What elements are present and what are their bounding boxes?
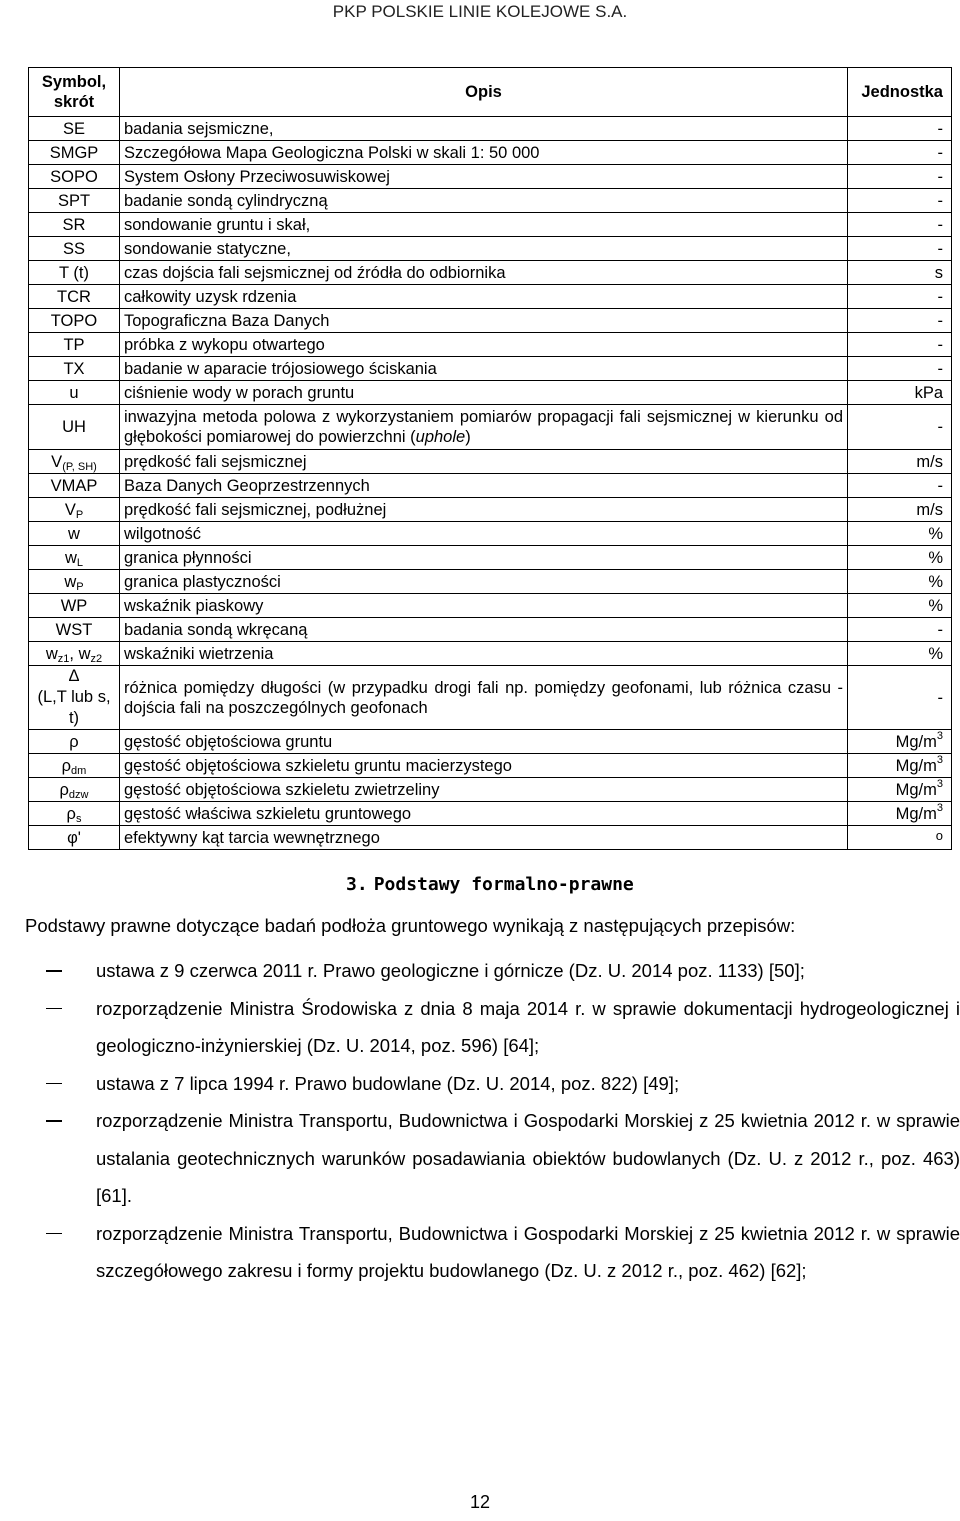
description-text: Baza Danych Geoprzestrzennych	[124, 476, 370, 495]
row-description	[120, 730, 848, 754]
row-description	[120, 594, 848, 618]
description-emphasis: uphole	[415, 428, 466, 446]
table-row	[29, 802, 952, 826]
unit-text: -	[937, 335, 943, 354]
table-row	[29, 117, 952, 141]
symbol-subscript: z1	[57, 652, 70, 665]
row-symbol	[29, 570, 120, 594]
reference-item	[46, 952, 960, 990]
unit-text: -	[937, 359, 943, 378]
row-symbol	[29, 309, 120, 333]
unit-text: o	[935, 828, 943, 843]
symbol-text: ρ	[66, 804, 76, 823]
table-row	[29, 618, 952, 642]
unit-text: -	[937, 311, 943, 330]
unit-superscript: 3	[936, 801, 943, 814]
abbreviations-table	[28, 67, 952, 850]
row-symbol	[29, 730, 120, 754]
references-list	[46, 952, 960, 1290]
unit-text: %	[928, 548, 943, 567]
row-symbol	[29, 826, 120, 850]
unit-superscript: 3	[936, 753, 943, 766]
row-description	[120, 778, 848, 802]
unit-text: %	[928, 644, 943, 663]
unit-text: m/s	[916, 452, 943, 471]
description-text: efektywny kąt tarcia wewnętrznego	[124, 828, 380, 847]
row-symbol	[29, 802, 120, 826]
symbol-text: V	[64, 500, 76, 519]
row-unit	[848, 117, 952, 141]
symbol-subscript: (P, SH)	[62, 460, 97, 473]
symbol-text: V	[51, 452, 63, 471]
row-description	[120, 261, 848, 285]
description-text: )	[465, 428, 471, 446]
row-unit	[848, 570, 952, 594]
row-unit	[848, 546, 952, 570]
header-unit: Jednostka	[848, 68, 952, 117]
row-description	[120, 117, 848, 141]
row-symbol	[29, 285, 120, 309]
row-unit	[848, 261, 952, 285]
reference-text: ustawa z 9 czerwca 2011 r. Prawo geologiczne i górnicze (Dz. U. 2014 poz. 1133) [50];	[96, 960, 805, 981]
symbol-text: ρ	[59, 780, 69, 799]
row-unit	[848, 450, 952, 474]
unit-text: Mg/m	[895, 732, 937, 751]
table-row	[29, 285, 952, 309]
row-unit	[848, 802, 952, 826]
description-text: granica płynności	[124, 548, 252, 567]
reference-item	[46, 1102, 960, 1215]
description-text: prędkość fali sejsmicznej	[124, 452, 307, 471]
table-row	[29, 522, 952, 546]
reference-text: rozporządzenie Ministra Transportu, Budownictwa i Gospodarki Morskiej z 25 kwietnia 2012 r. w sprawie szczegółowego zakresu i formy projektu budowlanego (Dz. U. z 2012 r., poz. 462) [62];	[96, 1222, 960, 1281]
table-row	[29, 405, 952, 450]
unit-text: -	[937, 119, 943, 138]
symbol-text: , w	[69, 644, 91, 663]
description-text: badanie w aparacie trójosiowego ściskania	[124, 359, 437, 378]
row-description	[120, 450, 848, 474]
dash-icon	[46, 970, 62, 972]
table-row	[29, 570, 952, 594]
row-symbol	[29, 357, 120, 381]
row-unit	[848, 189, 952, 213]
table-row	[29, 730, 952, 754]
row-symbol	[29, 405, 120, 450]
dash-icon	[46, 1233, 62, 1235]
description-text: sondowanie gruntu i skał,	[124, 215, 311, 234]
description-text: System Osłony Przeciwosuwiskowej	[124, 167, 390, 186]
row-unit	[848, 474, 952, 498]
row-symbol	[29, 237, 120, 261]
reference-text: ustawa z 7 lipca 1994 r. Prawo budowlane (Dz. U. 2014, poz. 822) [49];	[96, 1072, 680, 1094]
description-text: badania sejsmiczne,	[124, 119, 274, 138]
unit-text: %	[928, 596, 943, 615]
symbol-text: w	[68, 524, 80, 543]
symbol-text: WP	[60, 596, 88, 615]
symbol-subscript: dzw	[68, 788, 89, 801]
symbol-line: (L,T lub s,	[37, 688, 111, 706]
table-header-row	[29, 68, 952, 117]
row-unit	[848, 141, 952, 165]
section-heading	[346, 874, 634, 895]
reference-item	[46, 1065, 960, 1103]
description-text: gęstość właściwa szkieletu gruntowego	[124, 804, 412, 823]
table-body	[29, 117, 952, 850]
row-symbol	[29, 618, 120, 642]
table-row	[29, 546, 952, 570]
description-text: granica plastyczności	[124, 572, 281, 591]
symbol-text: T (t)	[59, 263, 89, 282]
row-symbol	[29, 754, 120, 778]
row-unit	[848, 285, 952, 309]
row-unit	[848, 618, 952, 642]
row-symbol	[29, 594, 120, 618]
table-row	[29, 309, 952, 333]
section-number: 3.	[346, 874, 368, 895]
symbol-text: TX	[63, 359, 85, 378]
description-text: gęstość objętościowa gruntu	[124, 732, 333, 751]
header-description: Opis	[120, 68, 848, 117]
intro-paragraph: Podstawy prawne dotyczące badań podłoża gruntowego wynikają z następujących przepisów:	[25, 915, 796, 936]
dash-icon	[46, 1083, 62, 1085]
description-text: gęstość objętościowa szkieletu gruntu macierzystego	[124, 756, 512, 775]
row-unit	[848, 309, 952, 333]
unit-text: -	[937, 215, 943, 234]
row-unit	[848, 498, 952, 522]
description-text: wskaźnik piaskowy	[124, 596, 264, 615]
symbol-text: TCR	[57, 287, 91, 306]
row-description	[120, 309, 848, 333]
section-title: Podstawy formalno-prawne	[373, 874, 634, 895]
row-unit	[848, 237, 952, 261]
row-unit	[848, 642, 952, 666]
description-text: badania sondą wkręcaną	[124, 620, 308, 639]
table-row	[29, 778, 952, 802]
unit-text: -	[937, 167, 943, 186]
description-text: sondowanie statyczne,	[124, 239, 291, 258]
row-unit	[848, 165, 952, 189]
row-symbol	[29, 666, 120, 730]
row-description	[120, 213, 848, 237]
symbol-line: t)	[68, 709, 80, 727]
table-row	[29, 213, 952, 237]
table-row	[29, 165, 952, 189]
unit-superscript: 3	[936, 729, 943, 742]
unit-text: %	[928, 572, 943, 591]
page-number: 12	[469, 1492, 491, 1512]
unit-superscript: 3	[936, 777, 943, 790]
symbol-text: VMAP	[50, 476, 98, 495]
unit-text: -	[937, 688, 943, 707]
unit-text: Mg/m	[895, 756, 937, 775]
description-text: prędkość fali sejsmicznej, podłużnej	[124, 500, 387, 519]
row-description	[120, 141, 848, 165]
row-symbol	[29, 213, 120, 237]
row-symbol	[29, 642, 120, 666]
symbol-text: ρ	[69, 732, 79, 751]
table-row	[29, 189, 952, 213]
row-description	[120, 165, 848, 189]
description-text: różnica pomiędzy długości (w przypadku drogi fali np. pomiędzy geofonami, lub różnica czasu - dojścia fali na poszczególnych geofonach	[124, 678, 843, 717]
unit-text: m/s	[916, 500, 943, 519]
row-description	[120, 357, 848, 381]
reference-item	[46, 990, 960, 1065]
unit-text: Mg/m	[895, 804, 937, 823]
description-text: Topograficzna Baza Danych	[124, 311, 330, 330]
unit-text: -	[937, 191, 943, 210]
row-symbol	[29, 474, 120, 498]
symbol-text: UH	[62, 418, 86, 436]
table-row	[29, 333, 952, 357]
dash-icon	[46, 1008, 62, 1010]
row-description	[120, 285, 848, 309]
unit-text: -	[937, 143, 943, 162]
row-unit	[848, 405, 952, 450]
symbol-subscript: dm	[71, 764, 87, 777]
row-description	[120, 237, 848, 261]
table-row	[29, 826, 952, 850]
table-row	[29, 754, 952, 778]
row-symbol	[29, 165, 120, 189]
row-unit	[848, 826, 952, 850]
symbol-subscript: P	[76, 580, 84, 593]
row-unit	[848, 666, 952, 730]
description-text: całkowity uzysk rdzenia	[124, 287, 297, 306]
symbol-text: ρ	[61, 756, 72, 775]
row-symbol	[29, 261, 120, 285]
table-row	[29, 498, 952, 522]
row-symbol	[29, 778, 120, 802]
description-text: Szczegółowa Mapa Geologiczna Polski w skali 1: 50 000	[124, 143, 540, 162]
row-symbol	[29, 117, 120, 141]
row-description	[120, 802, 848, 826]
row-symbol	[29, 333, 120, 357]
unit-text: -	[937, 239, 943, 258]
unit-text: %	[928, 524, 943, 543]
reference-text: rozporządzenie Ministra Środowiska z dnia 8 maja 2014 r. w sprawie dokumentacji hydrogeologicznej i geologiczno-inżynierskiej (Dz. U. 2014, poz. 596) [64];	[96, 997, 960, 1056]
row-symbol	[29, 522, 120, 546]
header-symbol: Symbol, skrót	[29, 68, 120, 117]
dash-icon	[46, 1120, 62, 1122]
description-text: czas dojścia fali sejsmicznej od źródła do odbiornika	[124, 263, 506, 282]
description-text: ciśnienie wody w porach gruntu	[124, 383, 355, 402]
row-symbol	[29, 546, 120, 570]
symbol-subscript: L	[76, 556, 84, 569]
table-row	[29, 381, 952, 405]
row-unit	[848, 778, 952, 802]
row-unit	[848, 730, 952, 754]
row-description	[120, 381, 848, 405]
symbol-text: SS	[62, 239, 85, 258]
row-unit	[848, 333, 952, 357]
reference-text: rozporządzenie Ministra Transportu, Budownictwa i Gospodarki Morskiej z 25 kwietnia 2012 r. w sprawie ustalania geotechnicznych warunków posadawiania obiektów budowlanych (Dz. U. z 2012 r., poz. 463) [61].	[96, 1110, 960, 1206]
description-text: inwazyjna metoda polowa z wykorzystaniem pomiarów propagacji fali sejsmicznej w kierunku od głębokości pomiarowej do powierzchni (	[124, 408, 843, 446]
row-symbol	[29, 141, 120, 165]
row-symbol	[29, 498, 120, 522]
row-description	[120, 546, 848, 570]
symbol-text: w	[64, 572, 77, 591]
symbol-text: SMGP	[49, 143, 99, 162]
row-description	[120, 405, 848, 450]
row-description	[120, 826, 848, 850]
table-row	[29, 357, 952, 381]
symbol-text: SPT	[57, 191, 91, 210]
symbol-text: w	[64, 548, 77, 567]
symbol-text: WST	[55, 620, 93, 639]
table-row	[29, 666, 952, 730]
row-description	[120, 333, 848, 357]
row-description	[120, 618, 848, 642]
unit-text: -	[937, 620, 943, 639]
row-symbol	[29, 450, 120, 474]
unit-text: kPa	[914, 383, 943, 402]
symbol-text: u	[69, 383, 79, 402]
symbol-text: SE	[62, 119, 85, 138]
symbol-text: φ'	[67, 828, 81, 847]
row-description	[120, 498, 848, 522]
row-description	[120, 474, 848, 498]
row-unit	[848, 522, 952, 546]
table-row	[29, 474, 952, 498]
row-unit	[848, 754, 952, 778]
row-unit	[848, 357, 952, 381]
row-description	[120, 189, 848, 213]
unit-text: -	[937, 287, 943, 306]
row-unit	[848, 594, 952, 618]
page-header: PKP POLSKIE LINIE KOLEJOWE S.A.	[332, 2, 628, 21]
symbol-line: Δ	[68, 667, 80, 685]
symbol-subscript: z2	[90, 652, 103, 665]
symbol-text: TOPO	[50, 311, 98, 330]
reference-item	[46, 1215, 960, 1290]
symbol-text: w	[45, 644, 58, 663]
description-text: badanie sondą cylindryczną	[124, 191, 328, 210]
description-text: wilgotność	[124, 524, 202, 543]
description-text: próbka z wykopu otwartego	[124, 335, 325, 354]
table-row	[29, 594, 952, 618]
unit-text: s	[934, 263, 943, 282]
table-row	[29, 237, 952, 261]
row-unit	[848, 381, 952, 405]
row-description	[120, 522, 848, 546]
description-text: gęstość objętościowa szkieletu zwietrzeliny	[124, 780, 440, 799]
row-symbol	[29, 189, 120, 213]
symbol-text: TP	[63, 335, 85, 354]
row-description	[120, 642, 848, 666]
table-row	[29, 141, 952, 165]
unit-text: Mg/m	[895, 780, 937, 799]
row-symbol	[29, 381, 120, 405]
table-row	[29, 450, 952, 474]
table-row	[29, 642, 952, 666]
row-unit	[848, 213, 952, 237]
description-text: wskaźniki wietrzenia	[124, 644, 274, 663]
symbol-text: SOPO	[50, 167, 98, 186]
symbol-text: SR	[62, 215, 86, 234]
symbol-subscript: P	[75, 508, 84, 521]
row-description	[120, 570, 848, 594]
symbol-subscript: s	[75, 812, 82, 825]
table-row	[29, 261, 952, 285]
row-description	[120, 754, 848, 778]
row-description	[120, 666, 848, 730]
unit-text: -	[937, 418, 943, 436]
unit-text: -	[937, 476, 943, 495]
